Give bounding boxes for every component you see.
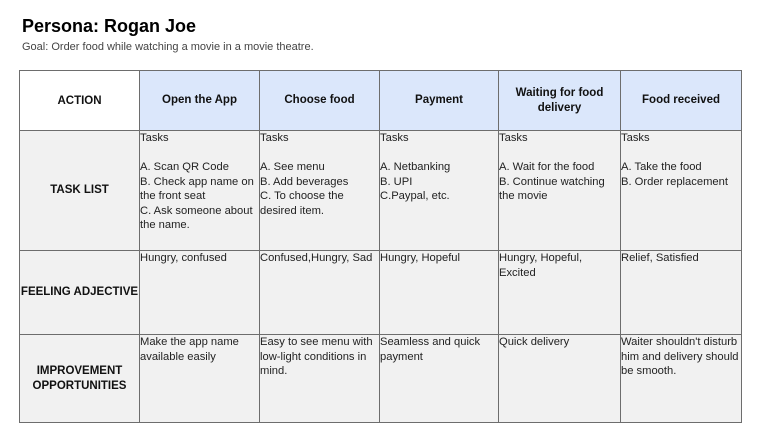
- cell-text-line: Confused,Hungry, Sad: [260, 252, 373, 264]
- task-cell-payment: [380, 131, 499, 251]
- cell-spacer: [499, 146, 620, 161]
- task-cell-food-received: [621, 131, 742, 251]
- cell-text-line: Tasks: [260, 132, 289, 144]
- stage-header-open-app: Open the App: [140, 71, 260, 131]
- stage-header-food-received: Food received: [621, 71, 742, 131]
- persona-goal: Goal: Order food while watching a movie in a movie theatre.: [22, 41, 314, 53]
- stage-header-payment: Payment: [380, 71, 499, 131]
- row-label-feeling: FEELING ADJECTIVE: [20, 251, 140, 335]
- cell-text-line: A. Scan QR Code: [140, 161, 229, 173]
- action-corner-label: ACTION: [20, 71, 140, 131]
- cell-spacer: [380, 146, 498, 161]
- feeling-cell-open-app: [140, 251, 260, 335]
- cell-text-line: Quick delivery: [499, 336, 570, 348]
- cell-text-line: A. Netbanking: [380, 161, 451, 173]
- improvement-cell-choose-food: [260, 335, 380, 423]
- cell-text-line: Easy to see menu with low-light conditions in mind.: [260, 336, 373, 377]
- cell-text-line: C. Ask someone about the name.: [140, 204, 253, 231]
- task-cell-waiting: [499, 131, 621, 251]
- feeling-row: [20, 251, 742, 335]
- cell-text-line: B. Check app name on the front seat: [140, 175, 254, 202]
- feeling-cell-waiting: [499, 251, 621, 335]
- cell-text-line: Make the app name available easily: [140, 336, 239, 363]
- cell-text-line: Seamless and quick payment: [380, 336, 481, 363]
- row-label-improvement: IMPROVEMENT OPPORTUNITIES: [20, 335, 140, 423]
- cell-text-line: C. To choose the desired item.: [260, 190, 344, 217]
- cell-text-line: C.Paypal, etc.: [380, 190, 450, 202]
- cell-text-line: Tasks: [621, 132, 650, 144]
- stage-header-choose-food: Choose food: [260, 71, 380, 131]
- task-cell-choose-food: [260, 131, 380, 251]
- cell-text-line: A. See menu: [260, 161, 325, 173]
- improvement-cell-food-received: [621, 335, 742, 423]
- journey-map-table: [19, 70, 742, 423]
- cell-text-line: B. Add beverages: [260, 175, 349, 188]
- cell-text-line: Hungry, Hopeful, Excited: [499, 252, 583, 279]
- cell-spacer: [140, 146, 259, 161]
- cell-text-line: Hungry, Hopeful: [380, 252, 461, 264]
- cell-text-line: A. Wait for the food: [499, 161, 595, 173]
- cell-text-line: Tasks: [380, 132, 409, 144]
- cell-text-line: A. Take the food: [621, 161, 702, 173]
- row-label-task-list: TASK LIST: [20, 131, 140, 251]
- cell-text-line: B. Continue watching the movie: [499, 175, 605, 202]
- improvement-row: [20, 335, 742, 423]
- improvement-cell-waiting: [499, 335, 621, 423]
- task-list-row: [20, 131, 742, 251]
- cell-text-line: Tasks: [140, 132, 169, 144]
- improvement-cell-payment: [380, 335, 499, 423]
- task-cell-open-app: [140, 131, 260, 251]
- cell-text-line: B. Order replacement: [621, 175, 728, 188]
- cell-spacer: [621, 146, 741, 161]
- feeling-cell-payment: [380, 251, 499, 335]
- stage-header-waiting: Waiting for food delivery: [499, 71, 621, 131]
- improvement-cell-open-app: [140, 335, 260, 423]
- feeling-cell-choose-food: [260, 251, 380, 335]
- cell-text-line: Hungry, confused: [140, 252, 227, 264]
- stage-header-row: [20, 71, 742, 131]
- cell-spacer: [260, 146, 379, 161]
- feeling-cell-food-received: [621, 251, 742, 335]
- persona-title: Persona: Rogan Joe: [22, 16, 197, 36]
- cell-text-line: Waiter shouldn't disturb him and delivery should be smooth.: [621, 336, 739, 377]
- cell-text-line: Tasks: [499, 132, 528, 144]
- cell-text-line: B. UPI: [380, 175, 413, 188]
- cell-text-line: Relief, Satisfied: [621, 252, 699, 264]
